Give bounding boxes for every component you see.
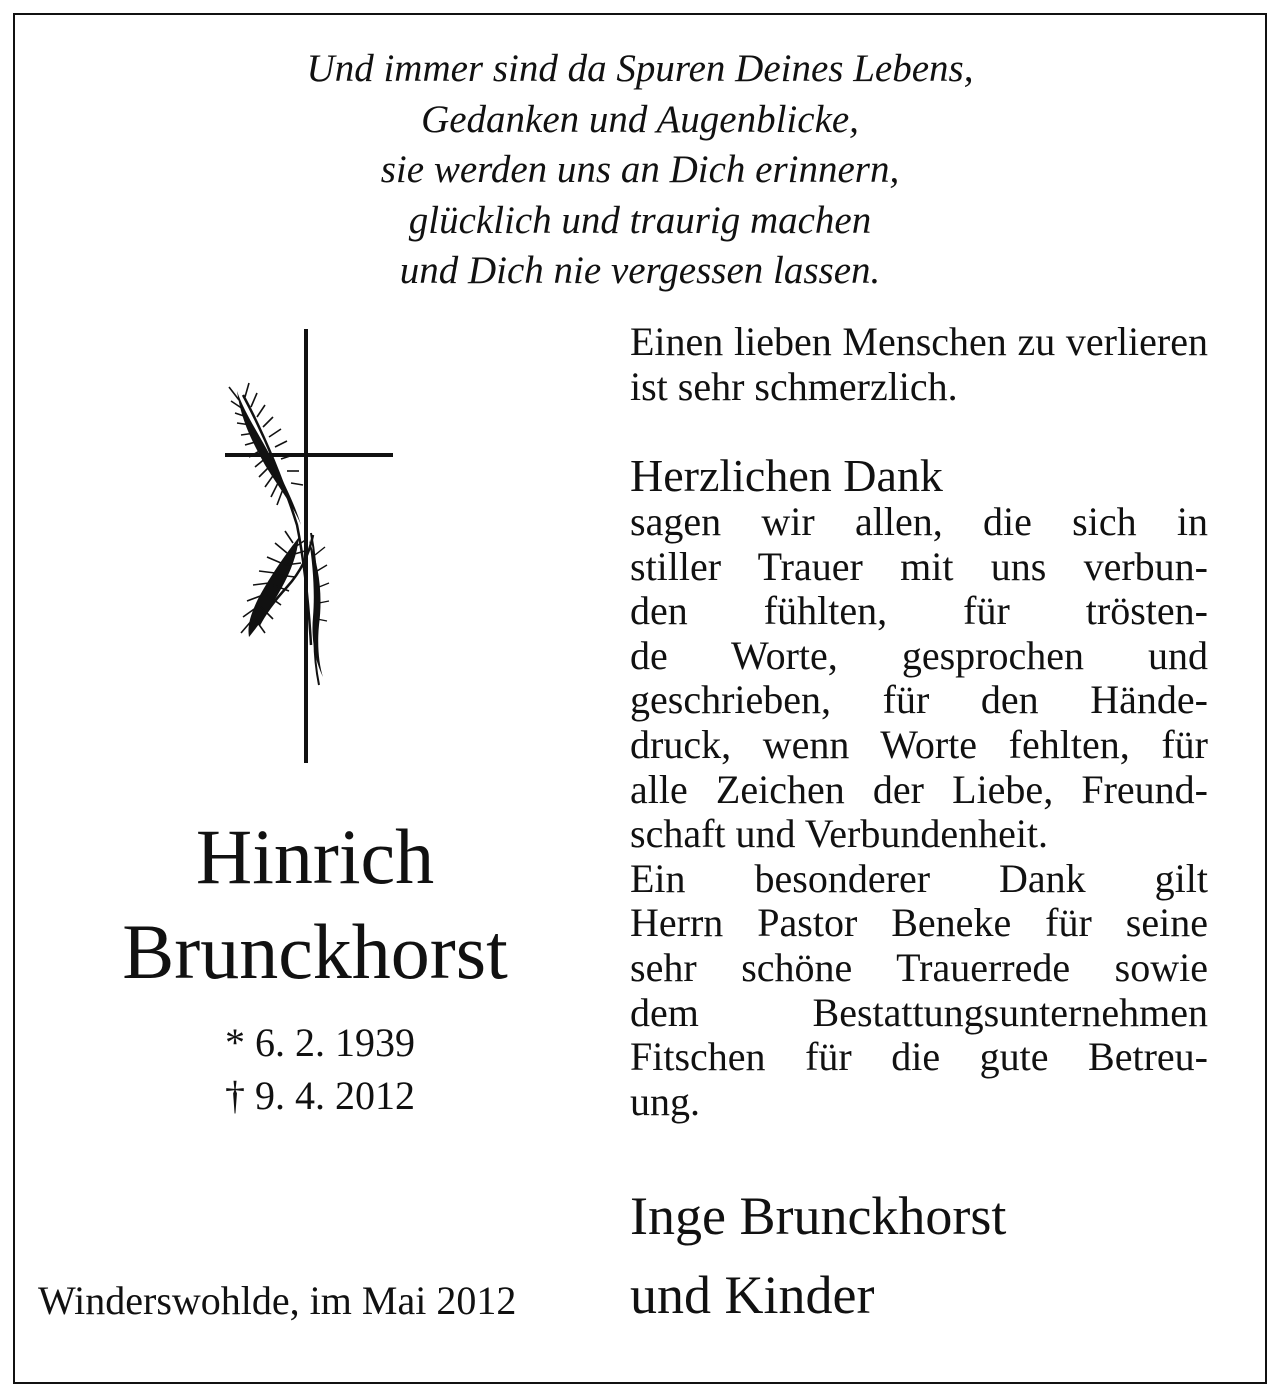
thanks-heading: Herzlichen Dank [630, 450, 943, 501]
signature-family: und Kinder [630, 1265, 875, 1325]
thanks-line: Ein besonderer Dank gilt [630, 855, 1208, 901]
thanks-line: Herrn Pastor Beneke für seine [630, 900, 1208, 946]
signature-name: Inge Brunckhorst [630, 1186, 1007, 1246]
poem-line: sie werden uns an Dich erinnern, [380, 148, 900, 191]
poem-line: glücklich und traurig machen [408, 198, 872, 242]
thanks-line: ung. [630, 1078, 700, 1124]
thanks-line: stiller Trauer mit uns verbun- [630, 543, 1208, 589]
poem [0, 44, 1280, 297]
thanks-line: sehr schöne Trauerrede sowie [630, 944, 1208, 990]
deceased-last-name: Brunckhorst [122, 908, 508, 995]
deceased-first-name: Hinrich [195, 813, 435, 900]
thanks-line: dem Bestattungsunternehmen [630, 989, 1208, 1035]
thanks-line: geschrieben, für den Hände- [630, 677, 1208, 723]
thanks-line: Fitschen für die gute Betreu- [630, 1034, 1208, 1080]
thanks-line: de Worte, gesprochen und [630, 632, 1208, 678]
poem-line: Und immer sind da Spuren Deines Lebens, [306, 47, 974, 90]
thanks-line: sagen wir allen, die sich in [630, 499, 1208, 544]
thanks-body [630, 500, 1208, 1124]
poem-line: und Dich nie vergessen lassen. [399, 249, 881, 292]
place-and-date: Winderswohlde, im Mai 2012 [38, 1278, 517, 1323]
thanks-line: alle Zeichen der Liebe, Freund- [630, 766, 1208, 812]
birth-date: * 6. 2. 1939 [225, 1020, 415, 1065]
intro-text: Einen lieben Menschen zu verlieren ist sehr schmerzlich. [630, 319, 1208, 409]
thanks-line: den fühlten, für trösten- [630, 588, 1208, 634]
thanks-line: schaft und Verbundenheit. [630, 811, 1049, 857]
thanks-line: druck, wenn Worte fehlten, für [630, 721, 1208, 767]
poem-line: Gedanken und Augenblicke, [421, 97, 859, 141]
cross-with-wheat-icon [215, 325, 395, 765]
death-date: † 9. 4. 2012 [225, 1073, 415, 1118]
